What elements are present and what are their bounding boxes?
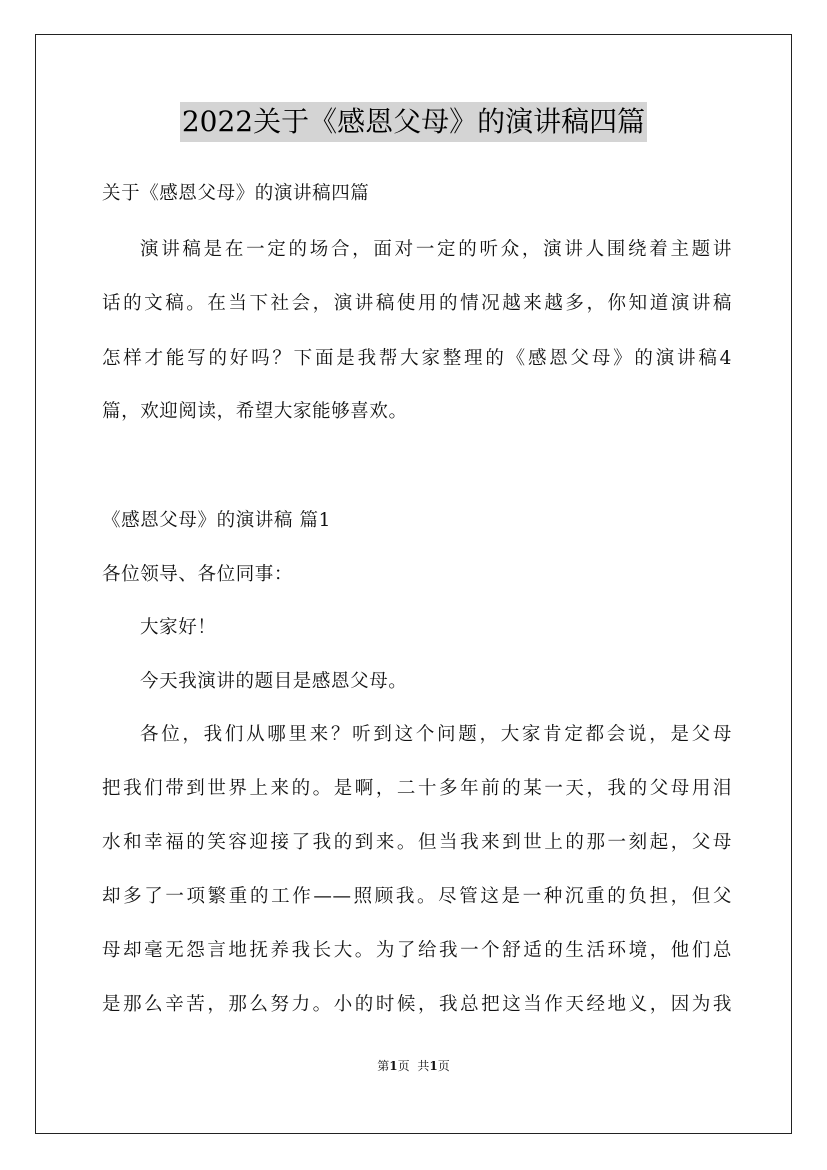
total-pages: 1 [429, 1059, 438, 1073]
intro-line-4: 篇，欢迎阅读，希望大家能够喜欢。 [102, 401, 408, 422]
body-line-2: 把我们带到世界上来的。是啊，二十多年前的某一天，我的父母用泪 [102, 778, 732, 799]
salutation: 各位领导、各位同事： [102, 564, 294, 585]
page-number: 1 [389, 1059, 398, 1073]
intro-line-3: 怎样才能写的好吗？下面是我帮大家整理的《感恩父母》的演讲稿4 [102, 348, 732, 369]
total-suffix: 页 [437, 1059, 450, 1073]
page-suffix: 页 [397, 1059, 410, 1073]
document-title: 2022关于《感恩父母》的演讲稿四篇 [180, 102, 647, 142]
page-prefix: 第 [377, 1059, 390, 1073]
body-line-6: 是那么辛苦，那么努力。小的时候，我总把这当作天经地义，因为我 [102, 994, 732, 1015]
title-container [0, 102, 827, 142]
greeting: 大家好！ [140, 617, 217, 638]
body-line-1: 各位，我们从哪里来？听到这个问题，大家肯定都会说，是父母 [140, 724, 732, 745]
topic-line: 今天我演讲的题目是感恩父母。 [140, 671, 408, 692]
body-line-5: 母却毫无怨言地抚养我长大。为了给我一个舒适的生活环境，他们总 [102, 940, 732, 961]
total-prefix: 共 [417, 1059, 430, 1073]
body-line-3: 水和幸福的笑容迎接了我的到来。但当我来到世上的那一刻起，父母 [102, 832, 732, 853]
intro-line-1: 演讲稿是在一定的场合，面对一定的听众，演讲人围绕着主题讲 [140, 239, 732, 260]
document-subtitle: 关于《感恩父母》的演讲稿四篇 [102, 183, 370, 204]
page-footer [0, 1057, 827, 1074]
body-line-4: 却多了一项繁重的工作——照顾我。尽管这是一种沉重的负担，但父 [102, 886, 732, 907]
section-heading: 《感恩父母》的演讲稿 篇1 [102, 510, 331, 531]
intro-line-2: 话的文稿。在当下社会，演讲稿使用的情况越来越多，你知道演讲稿 [102, 293, 732, 314]
